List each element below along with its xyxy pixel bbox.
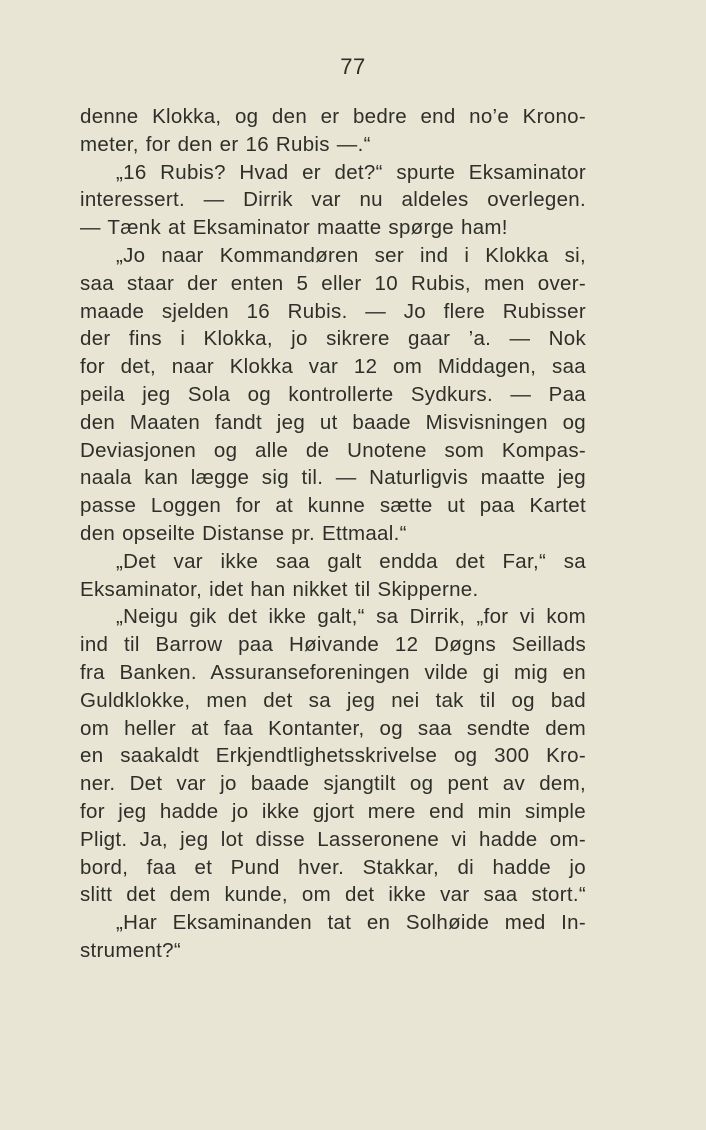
text-line: „Neigu gik det ikke galt,“ sa Dirrik, „for vi kom — [116, 605, 586, 629]
body-text — [80, 103, 586, 965]
text-line: saa staar der enten 5 eller 10 Rubis, men over- — [80, 271, 586, 295]
text-line: for jeg hadde jo ikke gjort mere end min simple — [80, 799, 586, 823]
text-line: — Tænk at Eksaminator maatte spørge ham! — [80, 216, 508, 240]
text-line: passe Loggen for at kunne sætte ut paa Kartet — [80, 494, 586, 518]
text-line: interessert. — Dirrik var nu aldeles overlegen. — [80, 188, 586, 212]
text-line: for det, naar Klokka var 12 om Middagen, saa — [80, 355, 586, 379]
page-number: 77 — [340, 54, 366, 79]
text-line: strument?“ — [80, 938, 181, 962]
text-line: „16 Rubis? Hvad er det?“ spurte Eksaminator — [116, 160, 586, 184]
text-line: Eksaminator, idet han nikket til Skipperne. — [80, 577, 479, 601]
text-line: slitt det dem kunde, om det ikke var saa stort.“ — [80, 883, 586, 907]
text-line: „Jo naar Kommandøren ser ind i Klokka si, — [116, 243, 586, 267]
text-line: en saakaldt Erkjendtlighetsskrivelse og 300 Kro- — [80, 744, 586, 768]
text-line: om heller at faa Kontanter, og saa sendte dem — [80, 716, 586, 740]
text-line: „Har Eksaminanden tat en Solhøide med In- — [116, 911, 586, 935]
text-line: denne Klokka, og den er bedre end no’e Krono- — [80, 105, 586, 128]
text-line: bord, faa et Pund hver. Stakkar, di hadde jo — [80, 855, 586, 879]
text-line: Deviasjonen og alle de Unotene som Kompas- — [80, 438, 586, 462]
text-line: den opseilte Distanse pr. Ettmaal.“ — [80, 521, 407, 545]
text-line: „Det var ikke saa galt endda det Far,“ sa — [116, 549, 586, 573]
text-line: naala kan lægge sig til. — Naturligvis maatte jeg — [80, 466, 586, 490]
text-line: Guldklokke, men det sa jeg nei tak til og bad — [80, 688, 586, 712]
text-line: maade sjelden 16 Rubis. — Jo flere Rubisser — [80, 299, 586, 323]
text-line: ner. Det var jo baade sjangtilt og pent av dem, — [80, 772, 586, 796]
text-line: Pligt. Ja, jeg lot disse Lasseronene vi hadde om- — [80, 827, 586, 851]
text-line: fra Banken. Assuranseforeningen vilde gi mig en — [80, 660, 586, 684]
text-line: den Maaten fandt jeg ut baade Misvisningen og — [80, 410, 586, 434]
text-line: ind til Barrow paa Høivande 12 Døgns Seillads — [80, 633, 586, 657]
text-line: der fins i Klokka, jo sikrere gaar ’a. — Nok — [80, 327, 586, 351]
text-line: peila jeg Sola og kontrollerte Sydkurs. — Paa — [80, 382, 586, 406]
text-line: meter, for den er 16 Rubis —.“ — [80, 132, 371, 156]
